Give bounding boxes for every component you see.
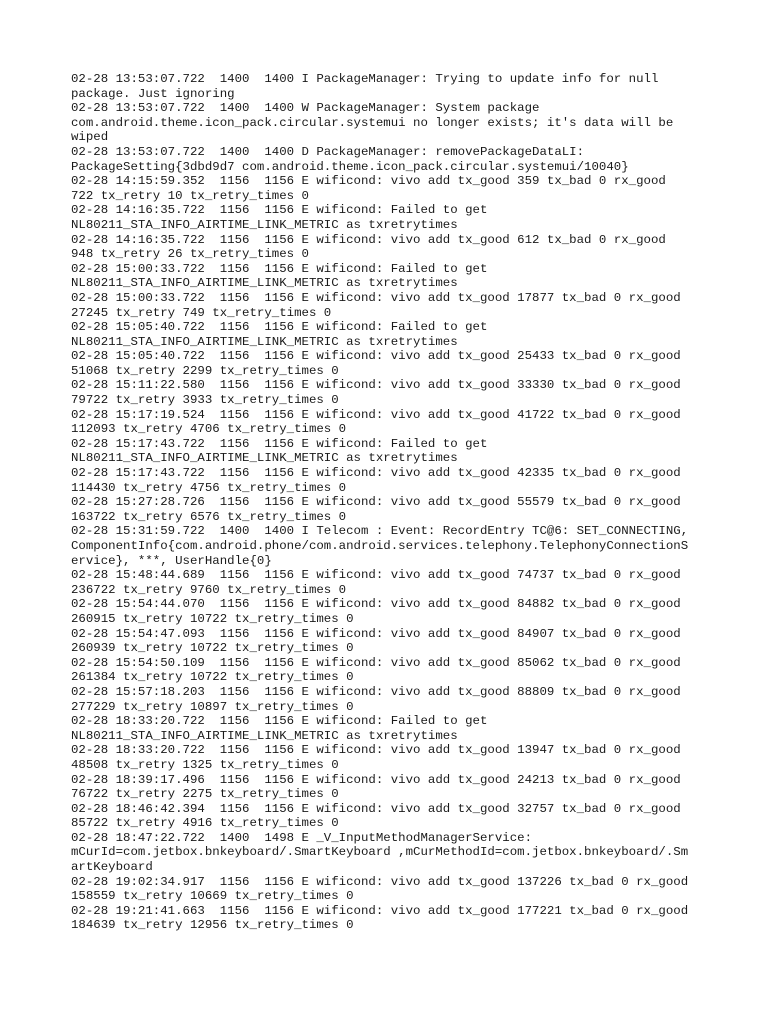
- log-line: 51068 tx_retry 2299 tx_retry_times 0: [71, 363, 339, 378]
- log-line: 02-28 15:54:44.070 1156 1156 E wificond: vivo add tx_good 84882 tx_bad 0 rx_good: [71, 597, 681, 612]
- log-line: 02-28 13:53:07.722 1400 1400 D PackageManager: removePackageDataLI:: [71, 144, 585, 159]
- log-line: 02-28 18:39:17.496 1156 1156 E wificond: vivo add tx_good 24213 tx_bad 0 rx_good: [71, 772, 681, 787]
- log-line: 02-28 13:53:07.722 1400 1400 W PackageManager: System package: [71, 101, 540, 116]
- log-line: 02-28 18:33:20.722 1156 1156 E wificond: Failed to get: [71, 714, 488, 729]
- log-line: 163722 tx_retry 6576 tx_retry_times 0: [71, 509, 347, 524]
- log-line: 02-28 15:00:33.722 1156 1156 E wificond: Failed to get: [71, 261, 488, 276]
- log-line: NL80211_STA_INFO_AIRTIME_LINK_METRIC as txretrytimes: [71, 728, 458, 743]
- log-line: 158559 tx_retry 10669 tx_retry_times 0: [71, 889, 354, 904]
- log-line: wiped: [71, 130, 109, 145]
- log-line: package. Just ignoring: [71, 86, 235, 101]
- log-line: 02-28 15:17:43.722 1156 1156 E wificond: Failed to get: [71, 436, 488, 451]
- log-line: NL80211_STA_INFO_AIRTIME_LINK_METRIC as txretrytimes: [71, 217, 458, 232]
- log-line: 02-28 15:54:50.109 1156 1156 E wificond: vivo add tx_good 85062 tx_bad 0 rx_good: [71, 655, 681, 670]
- log-line: 722 tx_retry 10 tx_retry_times 0: [71, 188, 309, 203]
- log-line: 184639 tx_retry 12956 tx_retry_times 0: [71, 918, 354, 933]
- log-line: 114430 tx_retry 4756 tx_retry_times 0: [71, 480, 347, 495]
- log-line: artKeyboard: [71, 860, 153, 875]
- log-line: 02-28 14:16:35.722 1156 1156 E wificond: vivo add tx_good 612 tx_bad 0 rx_good: [71, 232, 666, 247]
- log-line: ervice}, ***, UserHandle{0}: [71, 553, 272, 568]
- log-text: [71, 72, 701, 933]
- log-line: 02-28 15:17:43.722 1156 1156 E wificond: vivo add tx_good 42335 tx_bad 0 rx_good: [71, 466, 681, 481]
- log-line: 02-28 18:47:22.722 1400 1498 E _V_InputMethodManagerService:: [71, 830, 533, 845]
- log-line: NL80211_STA_INFO_AIRTIME_LINK_METRIC as txretrytimes: [71, 451, 458, 466]
- log-line: 02-28 15:11:22.580 1156 1156 E wificond: vivo add tx_good 33330 tx_bad 0 rx_good: [71, 378, 681, 393]
- log-line: 02-28 13:53:07.722 1400 1400 I PackageManager: Trying to update info for null: [71, 72, 659, 86]
- log-line: 02-28 15:00:33.722 1156 1156 E wificond: vivo add tx_good 17877 tx_bad 0 rx_good: [71, 290, 681, 305]
- log-line: PackageSetting{3dbd9d7 com.android.theme.icon_pack.circular.systemui/10040}: [71, 159, 629, 174]
- log-line: 76722 tx_retry 2275 tx_retry_times 0: [71, 787, 339, 802]
- log-line: 02-28 15:31:59.722 1400 1400 I Telecom : Event: RecordEntry TC@6: SET_CONNECTING,: [71, 524, 689, 539]
- log-line: com.android.theme.icon_pack.circular.systemui no longer exists; it's data will be: [71, 115, 674, 130]
- log-line: 236722 tx_retry 9760 tx_retry_times 0: [71, 582, 347, 597]
- log-line: 02-28 15:17:19.524 1156 1156 E wificond: vivo add tx_good 41722 tx_bad 0 rx_good: [71, 407, 681, 422]
- log-line: 112093 tx_retry 4706 tx_retry_times 0: [71, 422, 347, 437]
- log-line: 02-28 15:05:40.722 1156 1156 E wificond: vivo add tx_good 25433 tx_bad 0 rx_good: [71, 349, 681, 364]
- log-line: 02-28 15:27:28.726 1156 1156 E wificond: vivo add tx_good 55579 tx_bad 0 rx_good: [71, 495, 681, 510]
- log-line: 02-28 19:21:41.663 1156 1156 E wificond: vivo add tx_good 177221 tx_bad 0 rx_good: [71, 903, 689, 918]
- log-line: 02-28 15:54:47.093 1156 1156 E wificond: vivo add tx_good 84907 tx_bad 0 rx_good: [71, 626, 681, 641]
- log-line: 02-28 18:46:42.394 1156 1156 E wificond: vivo add tx_good 32757 tx_bad 0 rx_good: [71, 801, 681, 816]
- log-line: 02-28 18:33:20.722 1156 1156 E wificond: vivo add tx_good 13947 tx_bad 0 rx_good: [71, 743, 681, 758]
- log-line: 948 tx_retry 26 tx_retry_times 0: [71, 247, 309, 262]
- log-line: 02-28 15:48:44.689 1156 1156 E wificond: vivo add tx_good 74737 tx_bad 0 rx_good: [71, 568, 681, 583]
- log-line: mCurId=com.jetbox.bnkeyboard/.SmartKeyboard ,mCurMethodId=com.jetbox.bnkeyboard/.Sm: [71, 845, 689, 860]
- log-line: 02-28 15:05:40.722 1156 1156 E wificond: Failed to get: [71, 320, 488, 335]
- log-line: 02-28 14:15:59.352 1156 1156 E wificond: vivo add tx_good 359 tx_bad 0 rx_good: [71, 174, 666, 189]
- log-line: 02-28 15:57:18.203 1156 1156 E wificond: vivo add tx_good 88809 tx_bad 0 rx_good: [71, 684, 681, 699]
- log-line: 02-28 14:16:35.722 1156 1156 E wificond: Failed to get: [71, 203, 488, 218]
- log-line: 48508 tx_retry 1325 tx_retry_times 0: [71, 757, 339, 772]
- log-line: 260915 tx_retry 10722 tx_retry_times 0: [71, 611, 354, 626]
- log-line: NL80211_STA_INFO_AIRTIME_LINK_METRIC as txretrytimes: [71, 276, 458, 291]
- log-line: 02-28 19:02:34.917 1156 1156 E wificond: vivo add tx_good 137226 tx_bad 0 rx_good: [71, 874, 689, 889]
- log-line: ComponentInfo{com.android.phone/com.android.services.telephony.TelephonyConnectionS: [71, 539, 689, 553]
- log-line: 277229 tx_retry 10897 tx_retry_times 0: [71, 699, 354, 714]
- log-line: NL80211_STA_INFO_AIRTIME_LINK_METRIC as txretrytimes: [71, 334, 458, 349]
- log-line: 27245 tx_retry 749 tx_retry_times 0: [71, 305, 332, 320]
- log-line: 261384 tx_retry 10722 tx_retry_times 0: [71, 670, 354, 685]
- log-line: 85722 tx_retry 4916 tx_retry_times 0: [71, 816, 339, 831]
- log-line: 79722 tx_retry 3933 tx_retry_times 0: [71, 393, 339, 408]
- log-line: 260939 tx_retry 10722 tx_retry_times 0: [71, 641, 354, 656]
